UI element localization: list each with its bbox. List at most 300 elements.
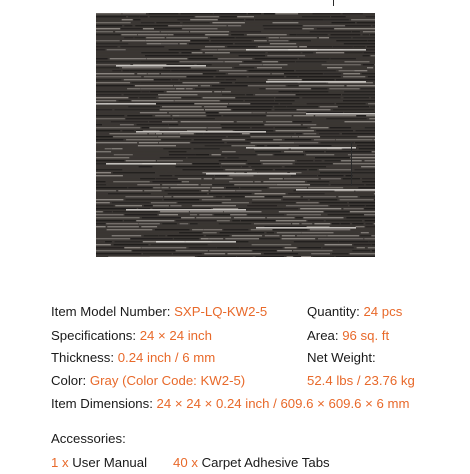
tile-fiber-stripe — [182, 205, 191, 206]
tile-fiber-stripe — [371, 97, 375, 98]
tile-fiber-stripe — [96, 124, 102, 125]
tile-fiber-stripe — [222, 127, 250, 128]
tile-fiber-stripe — [96, 250, 131, 251]
tile-fiber-stripe — [332, 253, 348, 254]
tile-fiber-stripe — [96, 139, 123, 140]
tile-fiber-stripe — [362, 181, 375, 182]
accessory-manual-name: User Manual — [72, 455, 147, 470]
spec-specifications-value: 24 × 24 inch — [140, 328, 212, 343]
tile-fiber-stripe — [132, 100, 174, 101]
tile-fiber-stripe — [161, 31, 189, 32]
tile-fiber-stripe — [131, 238, 173, 239]
tile-fiber-stripe — [285, 139, 312, 140]
tile-fiber-stripe — [203, 97, 236, 98]
tile-fiber-stripe — [300, 253, 308, 254]
tile-fiber-stripe — [237, 16, 254, 17]
tile-fiber-stripe — [154, 166, 173, 167]
tile-fiber-stripe — [245, 196, 265, 197]
tile-fiber-stripe — [217, 247, 240, 248]
tile-fiber-stripe — [294, 241, 339, 242]
tile-fiber-stripe — [195, 16, 219, 17]
tile-fiber-stripe — [320, 202, 347, 203]
tile-fiber-stripe — [137, 124, 169, 125]
tile-fiber-stripe — [292, 91, 299, 92]
tile-fiber-stripe — [119, 100, 131, 101]
tile-fiber-stripe — [180, 136, 226, 137]
tile-fiber-stripe — [176, 250, 208, 251]
tile-fiber-stripe — [325, 160, 341, 161]
tile-fiber-stripe — [181, 13, 213, 14]
tile-fiber-stripe — [342, 67, 366, 68]
tile-fiber-stripe — [245, 19, 254, 20]
tile-fiber-stripe — [168, 25, 182, 26]
tile-fiber-stripe — [115, 205, 142, 206]
tile-fiber-stripe — [251, 133, 295, 134]
tile-fiber-stripe — [141, 247, 186, 248]
tile-fiber-stripe — [285, 31, 309, 32]
tile-fiber-stripe — [96, 211, 103, 212]
tile-fiber-stripe — [209, 238, 223, 239]
tile-fiber-stripe — [290, 34, 297, 35]
tile-fiber-stripe — [96, 52, 141, 53]
tile-fiber-stripe — [275, 169, 307, 170]
tile-fiber-stripe — [313, 13, 341, 14]
spec-model — [51, 304, 267, 320]
tile-fiber-stripe — [160, 175, 173, 176]
tile-fiber-stripe — [276, 184, 310, 185]
tile-fiber-stripe — [107, 49, 126, 50]
tile-fiber-stripe — [248, 214, 285, 215]
tile-fiber-stripe — [326, 151, 371, 152]
tile-fiber-stripe — [341, 223, 350, 224]
tile-fiber-stripe — [297, 34, 328, 35]
tile-fiber-stripe — [350, 253, 375, 254]
tile-fiber-stripe — [222, 151, 236, 152]
tile-fiber-stripe — [194, 148, 220, 149]
tile-fiber-stripe — [311, 253, 330, 254]
tile-fiber-stripe — [366, 223, 373, 224]
tile-fiber-stripe — [205, 52, 230, 53]
tile-fiber-stripe — [218, 58, 252, 59]
tile-fiber-stripe — [327, 235, 359, 236]
tile-fiber-stripe — [124, 169, 168, 170]
tile-fiber-stripe — [113, 181, 150, 182]
tile-fiber-stripe — [96, 79, 121, 80]
tile-fiber-stripe — [219, 28, 261, 29]
tile-fiber-stripe — [371, 55, 375, 56]
tile-fiber-stripe — [112, 55, 144, 56]
tile-fiber-stripe — [115, 31, 160, 32]
tile-fiber-stripe — [356, 226, 365, 227]
tile-fiber-stripe — [197, 226, 225, 227]
tile-fiber-stripe — [160, 211, 189, 212]
tile-fiber-stripe — [251, 229, 273, 230]
tile-fiber-stripe — [151, 202, 177, 203]
tile-fiber-stripe — [210, 244, 249, 245]
tile-fiber-stripe — [177, 19, 190, 20]
spec-color-label: Color: — [51, 373, 90, 388]
tile-fiber-stripe — [323, 247, 354, 248]
tile-fiber-stripe — [353, 127, 363, 128]
tile-fiber-stripe — [219, 160, 247, 161]
tile-fiber-stripe — [169, 154, 196, 155]
tile-fiber-stripe — [220, 16, 237, 17]
tile-fiber-stripe — [156, 172, 165, 173]
tile-fiber-stripe — [96, 130, 120, 131]
tile-fiber-stripe — [125, 214, 157, 215]
tile-fiber-stripe — [122, 130, 134, 131]
tile-fiber-stripe — [222, 202, 249, 203]
tile-fiber-stripe — [162, 106, 202, 107]
tile-fiber-stripe — [267, 232, 275, 233]
tile-fiber-stripe — [299, 145, 332, 146]
tile-fiber-stripe — [264, 253, 298, 254]
tile-fiber-stripe — [209, 193, 252, 194]
tile-fiber-stripe — [366, 115, 375, 116]
tile-fiber-stripe — [150, 16, 194, 17]
tile-fiber-stripe — [248, 85, 286, 86]
tile-fiber-stripe — [145, 151, 167, 152]
tile-fiber-stripe — [239, 55, 265, 56]
tile-fiber-stripe — [96, 172, 111, 173]
tile-fiber-stripe — [252, 244, 292, 245]
tile-fiber-stripe — [96, 253, 141, 254]
tile-fiber-stripe — [156, 133, 162, 134]
tile-fiber-stripe — [358, 187, 375, 188]
tile-highlight-stripe — [256, 227, 356, 229]
tile-fiber-stripe — [96, 55, 111, 56]
tile-fiber-stripe — [96, 109, 112, 110]
tile-fiber-stripe — [200, 223, 218, 224]
tile-fiber-stripe — [262, 31, 283, 32]
tile-fiber-stripe — [366, 205, 376, 206]
tile-fiber-stripe — [107, 226, 139, 227]
tile-fiber-stripe — [171, 187, 211, 188]
tile-fiber-stripe — [112, 202, 150, 203]
tile-fiber-stripe — [357, 22, 375, 23]
tile-fiber-stripe — [165, 67, 189, 68]
tile-fiber-stripe — [122, 67, 163, 68]
tile-fiber-stripe — [128, 106, 160, 107]
accessory-manual-count: 1 x — [51, 455, 72, 470]
tile-fiber-stripe — [121, 28, 143, 29]
tile-fiber-stripe — [141, 82, 182, 83]
tile-fiber-stripe — [248, 163, 261, 164]
tile-fiber-stripe — [227, 106, 273, 107]
tile-fiber-stripe — [96, 223, 105, 224]
tile-fiber-stripe — [180, 61, 224, 62]
tile-fiber-stripe — [299, 76, 341, 77]
tile-fiber-stripe — [159, 235, 166, 236]
tile-fiber-stripe — [124, 37, 133, 38]
tile-fiber-stripe — [297, 235, 327, 236]
tile-fiber-stripe — [182, 181, 189, 182]
tile-fiber-stripe — [96, 136, 113, 137]
tile-fiber-stripe — [291, 175, 317, 176]
tile-fiber-stripe — [96, 22, 131, 23]
tile-fiber-stripe — [286, 205, 328, 206]
spec-model-value: SXP-LQ-KW2-5 — [174, 304, 267, 319]
spec-accessories-label: Accessories: — [51, 431, 126, 446]
tile-fiber-stripe — [310, 199, 337, 200]
tile-fiber-stripe — [275, 127, 308, 128]
tile-fiber-stripe — [221, 82, 232, 83]
tile-fiber-stripe — [252, 112, 265, 113]
spec-thickness — [51, 350, 215, 366]
tile-fiber-stripe — [248, 160, 258, 161]
tile-fiber-stripe — [126, 139, 161, 140]
tile-fiber-stripe — [224, 211, 262, 212]
tile-fiber-stripe — [252, 202, 296, 203]
tile-fiber-stripe — [293, 115, 313, 116]
tile-fiber-stripe — [361, 166, 375, 167]
tile-fiber-stripe — [215, 175, 228, 176]
tile-fiber-stripe — [96, 199, 123, 200]
tile-fiber-stripe — [315, 160, 322, 161]
tile-fiber-stripe — [263, 25, 302, 26]
tile-fiber-stripe — [257, 67, 282, 68]
tile-fiber-stripe — [203, 73, 226, 74]
tile-fiber-stripe — [182, 25, 226, 26]
tile-highlight-stripe — [206, 173, 296, 175]
tile-fiber-stripe — [189, 58, 218, 59]
tile-fiber-stripe — [174, 34, 205, 35]
tile-fiber-stripe — [318, 175, 344, 176]
tile-fiber-stripe — [322, 64, 361, 65]
tile-fiber-stripe — [238, 151, 248, 152]
tile-fiber-stripe — [171, 169, 181, 170]
tile-fiber-stripe — [336, 40, 367, 41]
tile-fiber-stripe — [296, 70, 336, 71]
tile-fiber-stripe — [204, 133, 240, 134]
tile-fiber-stripe — [210, 37, 235, 38]
tile-fiber-stripe — [268, 79, 302, 80]
tile-fiber-stripe — [374, 223, 375, 224]
tile-fiber-stripe — [269, 178, 283, 179]
tile-fiber-stripe — [311, 127, 329, 128]
tile-fiber-stripe — [349, 202, 375, 203]
tile-fiber-stripe — [321, 142, 354, 143]
tile-fiber-stripe — [196, 133, 204, 134]
tile-fiber-stripe — [251, 142, 295, 143]
tile-fiber-stripe — [169, 49, 200, 50]
tile-fiber-stripe — [135, 85, 173, 86]
tile-fiber-stripe — [350, 211, 375, 212]
tile-fiber-stripe — [345, 124, 375, 125]
tile-fiber-stripe — [275, 109, 297, 110]
tile-fiber-stripe — [96, 118, 125, 119]
tile-fiber-stripe — [206, 112, 219, 113]
tile-fiber-stripe — [134, 19, 141, 20]
tile-fiber-stripe — [204, 253, 225, 254]
tile-fiber-stripe — [244, 61, 261, 62]
tile-fiber-stripe — [253, 250, 276, 251]
tile-fiber-stripe — [307, 55, 324, 56]
tile-highlight-stripe — [126, 209, 246, 211]
tile-fiber-stripe — [96, 67, 119, 68]
tile-fiber-stripe — [357, 247, 365, 248]
tile-fiber-stripe — [287, 106, 319, 107]
tile-fiber-stripe — [96, 82, 130, 83]
tile-fiber-stripe — [302, 97, 340, 98]
tile-fiber-stripe — [214, 13, 247, 14]
tile-fiber-stripe — [358, 136, 376, 137]
tile-fiber-stripe — [183, 22, 210, 23]
tile-fiber-stripe — [141, 91, 149, 92]
tile-fiber-stripe — [366, 184, 376, 185]
carpet-tile-image — [96, 13, 375, 257]
tile-fiber-stripe — [346, 25, 371, 26]
tile-fiber-stripe — [168, 193, 207, 194]
tile-fiber-stripe — [124, 247, 141, 248]
tile-fiber-stripe — [293, 103, 304, 104]
tile-fiber-stripe — [227, 142, 250, 143]
tile-fiber-stripe — [125, 196, 163, 197]
tile-fiber-stripe — [163, 133, 179, 134]
tile-fiber-stripe — [249, 76, 284, 77]
tile-fiber-stripe — [301, 22, 329, 23]
tile-fiber-stripe — [321, 178, 341, 179]
tile-fiber-stripe — [221, 124, 264, 125]
tile-fiber-stripe — [181, 217, 195, 218]
tile-fiber-stripe — [228, 73, 270, 74]
spec-specifications-label: Specifications: — [51, 328, 140, 343]
tile-fiber-stripe — [177, 184, 199, 185]
tile-fiber-stripe — [174, 100, 219, 101]
tile-fiber-stripe — [221, 100, 244, 101]
tile-fiber-stripe — [353, 46, 365, 47]
tile-fiber-stripe — [120, 124, 134, 125]
tile-fiber-stripe — [267, 217, 295, 218]
tile-highlight-stripe — [96, 103, 156, 105]
tile-fiber-stripe — [280, 37, 317, 38]
tile-fiber-stripe — [255, 94, 295, 95]
tile-fiber-stripe — [302, 52, 313, 53]
tile-fiber-stripe — [285, 166, 326, 167]
tile-fiber-stripe — [127, 115, 152, 116]
tile-fiber-stripe — [96, 193, 105, 194]
tile-fiber-stripe — [292, 223, 299, 224]
tile-fiber-stripe — [330, 58, 356, 59]
tile-fiber-stripe — [339, 70, 355, 71]
tile-fiber-stripe — [251, 79, 265, 80]
tile-fiber-stripe — [227, 46, 256, 47]
spec-specifications — [51, 328, 212, 344]
tile-fiber-stripe — [112, 70, 121, 71]
tile-fiber-stripe — [131, 157, 159, 158]
tile-fiber-stripe — [326, 193, 371, 194]
tile-fiber-stripe — [257, 16, 300, 17]
tile-fiber-stripe — [237, 256, 253, 257]
tile-fiber-stripe — [191, 67, 232, 68]
tile-fiber-stripe — [223, 229, 248, 230]
tile-fiber-stripe — [96, 247, 124, 248]
tile-fiber-stripe — [96, 226, 106, 227]
tile-fiber-stripe — [263, 211, 277, 212]
tile-fiber-stripe — [252, 127, 274, 128]
tile-fiber-stripe — [315, 157, 350, 158]
tile-fiber-stripe — [190, 214, 197, 215]
tile-fiber-stripe — [245, 100, 274, 101]
tile-fiber-stripe — [255, 169, 273, 170]
tile-fiber-stripe — [336, 232, 358, 233]
tile-fiber-stripe — [96, 16, 126, 17]
tile-fiber-stripe — [176, 88, 185, 89]
tile-fiber-stripe — [286, 76, 297, 77]
tile-fiber-stripe — [303, 124, 317, 125]
tile-fiber-stripe — [165, 46, 204, 47]
tile-fiber-stripe — [139, 142, 159, 143]
accessory-tabs-name: Carpet Adhesive Tabs — [202, 455, 330, 470]
tile-fiber-stripe — [174, 85, 198, 86]
tile-fiber-stripe — [173, 196, 213, 197]
tile-fiber-stripe — [254, 175, 291, 176]
tile-fiber-stripe — [306, 154, 334, 155]
tile-fiber-stripe — [340, 199, 374, 200]
spec-net-weight — [307, 350, 376, 366]
tile-fiber-stripe — [126, 118, 172, 119]
tile-fiber-stripe — [344, 91, 375, 92]
tile-fiber-stripe — [362, 73, 375, 74]
tile-fiber-stripe — [367, 67, 373, 68]
tile-fiber-stripe — [347, 85, 375, 86]
tile-fiber-stripe — [172, 79, 179, 80]
tile-fiber-stripe — [332, 223, 340, 224]
tile-fiber-stripe — [276, 220, 307, 221]
accessory-item-manual — [51, 455, 147, 471]
tile-fiber-stripe — [355, 70, 368, 71]
tile-fiber-stripe — [374, 193, 375, 194]
tile-fiber-stripe — [190, 19, 218, 20]
tile-fiber-stripe — [297, 160, 313, 161]
tile-fiber-stripe — [267, 112, 306, 113]
tile-fiber-stripe — [236, 79, 250, 80]
tile-fiber-stripe — [267, 145, 279, 146]
tile-fiber-stripe — [96, 217, 140, 218]
tile-fiber-stripe — [159, 214, 178, 215]
tile-fiber-stripe — [225, 169, 252, 170]
tile-fiber-stripe — [129, 43, 147, 44]
tile-fiber-stripe — [187, 76, 214, 77]
tile-fiber-stripe — [285, 67, 325, 68]
tile-fiber-stripe — [369, 118, 375, 119]
tile-fiber-stripe — [96, 145, 135, 146]
tile-fiber-stripe — [326, 166, 359, 167]
tile-fiber-stripe — [356, 130, 376, 131]
tile-fiber-stripe — [280, 103, 292, 104]
tile-fiber-stripe — [96, 40, 120, 41]
tile-fiber-stripe — [275, 97, 299, 98]
tile-fiber-stripe — [111, 121, 148, 122]
edge-mark-top — [333, 0, 334, 6]
tile-fiber-stripe — [320, 172, 341, 173]
tile-fiber-stripe — [219, 70, 247, 71]
tile-fiber-stripe — [189, 151, 222, 152]
tile-fiber-stripe — [139, 223, 160, 224]
tile-fiber-stripe — [305, 151, 324, 152]
tile-fiber-stripe — [231, 91, 276, 92]
tile-fiber-stripe — [299, 43, 344, 44]
tile-fiber-stripe — [165, 190, 200, 191]
tile-fiber-stripe — [149, 127, 168, 128]
tile-fiber-stripe — [216, 76, 247, 77]
tile-fiber-stripe — [338, 196, 357, 197]
tile-fiber-stripe — [282, 235, 295, 236]
tile-fiber-stripe — [212, 184, 233, 185]
tile-fiber-stripe — [153, 205, 169, 206]
tile-fiber-stripe — [242, 166, 249, 167]
tile-fiber-stripe — [114, 151, 144, 152]
